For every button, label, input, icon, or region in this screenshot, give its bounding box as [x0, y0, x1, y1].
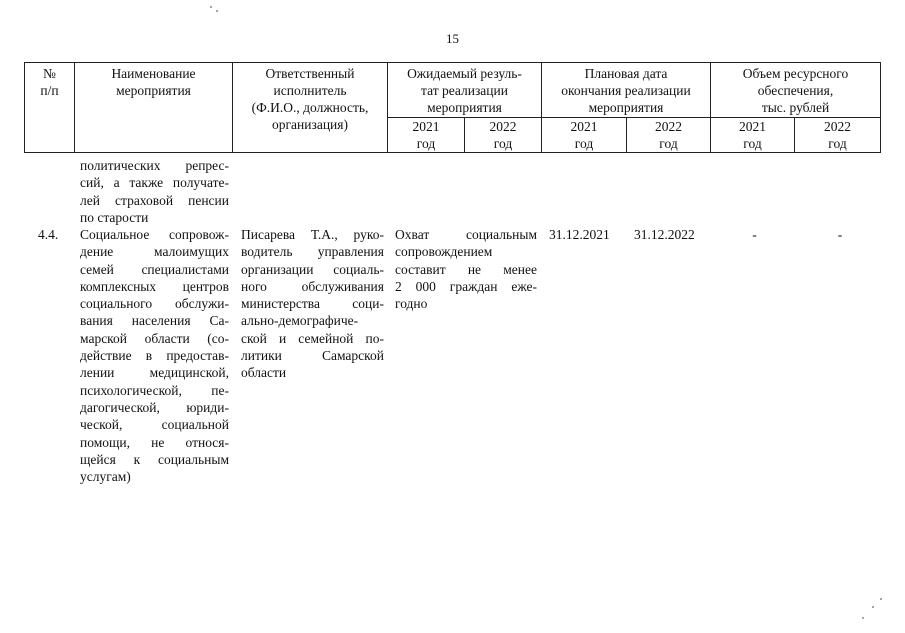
header-result-2021: 2021 год: [388, 118, 465, 153]
scan-speck: [216, 10, 218, 12]
header-number: № п/п: [25, 63, 75, 153]
planned-date-2022: 31.12.2022: [634, 227, 695, 242]
scan-speck: [210, 6, 212, 8]
header-event-name: Наименование мероприятия: [75, 63, 233, 153]
header-responsible: Ответственный исполнитель (Ф.И.О., должность, организация): [233, 63, 388, 153]
event-name: Социальное сопровож- дение малоимущих семей специалистами комплексных центров социального обслужи- вания населения Са- марской области (со- действие в предостав- лении медицинской, психологической, пе- дагогической, юриди- ческой, социальной помощи, не относя- щейся к социальным услугам): [80, 227, 229, 485]
table-header: [24, 62, 881, 153]
header-resource-volume: Объем ресурсного обеспечения, тыс. рублей: [711, 63, 881, 118]
continuation-text: политических репрес- сий, а также получате- лей страховой пенсии по старости: [80, 158, 229, 225]
volume-2022: -: [837, 227, 843, 242]
planned-date-2021: 31.12.2021: [549, 227, 610, 242]
page-number: 15: [446, 31, 459, 46]
scan-speck: [880, 598, 882, 600]
header-date-2021: 2021 год: [542, 118, 627, 153]
row-number: 4.4.: [38, 227, 59, 242]
volume-2021: -: [752, 227, 757, 242]
header-planned-date: Плановая дата окончания реализации мероприятия: [542, 63, 711, 118]
header-result-2022: 2022 год: [465, 118, 542, 153]
responsible-person: Писарева Т.А., руко- водитель управления организации социаль- ного обслуживания министерства соци- ально-демографиче- ской и семейной по- литики Самарской области: [241, 227, 384, 381]
scan-speck: [862, 617, 864, 619]
header-volume-2021: 2021 год: [711, 118, 795, 153]
scan-speck: [872, 606, 874, 608]
header-expected-result: Ожидаемый резуль- тат реализации мероприятия: [388, 63, 542, 118]
header-volume-2022: 2022 год: [795, 118, 881, 153]
expected-result: Охват социальным сопровождением составит не менее 2 000 граждан еже- годно: [395, 227, 537, 312]
header-date-2022: 2022 год: [627, 118, 711, 153]
